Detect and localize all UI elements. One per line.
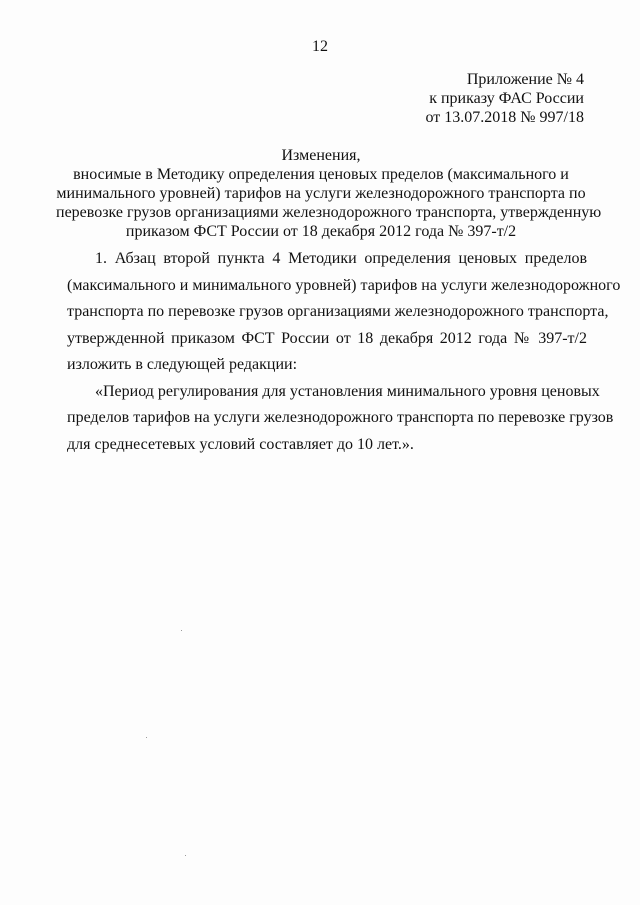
title-line-5: приказом ФСТ России от 18 декабря 2012 года № 397-т/2 bbox=[125, 223, 517, 240]
title-line-2: вносимые в Методику определения ценовых пределов (максимального и bbox=[73, 166, 569, 183]
document-body bbox=[67, 249, 621, 461]
paragraph-1-line-5: изложить в следующей редакции: bbox=[67, 356, 298, 373]
document-title bbox=[56, 146, 602, 241]
paragraph-1-line-4: утвержденной приказом ФСТ России от 18 декабря 2012 года № 397-т/2 bbox=[67, 329, 587, 347]
scan-speck bbox=[146, 737, 147, 738]
appendix-header bbox=[426, 70, 585, 127]
appendix-line-1: Приложение № 4 bbox=[466, 71, 584, 88]
scan-speck bbox=[185, 855, 186, 856]
paragraph-2-line-3: для среднесетевых условий составляет до 10 лет.». bbox=[67, 435, 414, 453]
title-line-3: минимального уровней) тарифов на услуги железнодорожного транспорта по bbox=[56, 185, 586, 202]
paragraph-1-line-3: транспорта по перевозке грузов организациями железнодорожного транспорта, bbox=[67, 303, 609, 320]
paragraph-2-line-2: пределов тарифов на услуги железнодорожного транспорта по перевозке грузов bbox=[67, 409, 614, 426]
appendix-line-3: от 13.07.2018 № 997/18 bbox=[425, 109, 584, 126]
title-line-4: перевозке грузов организациями железнодорожного транспорта, утвержденную bbox=[56, 204, 602, 221]
paragraph-2-line-1: «Период регулирования для установления минимального уровня ценовых bbox=[95, 382, 600, 400]
title-line-1: Изменения, bbox=[281, 147, 361, 164]
paragraph-1-line-1: 1. Абзац второй пункта 4 Методики определения ценовых пределов bbox=[95, 250, 587, 267]
scan-speck bbox=[181, 630, 182, 631]
paragraph-1-line-2: (максимального и минимального уровней) тарифов на услуги железнодорожного bbox=[67, 276, 621, 294]
page-number: 12 bbox=[312, 38, 328, 55]
appendix-line-2: к приказу ФАС России bbox=[429, 90, 584, 107]
